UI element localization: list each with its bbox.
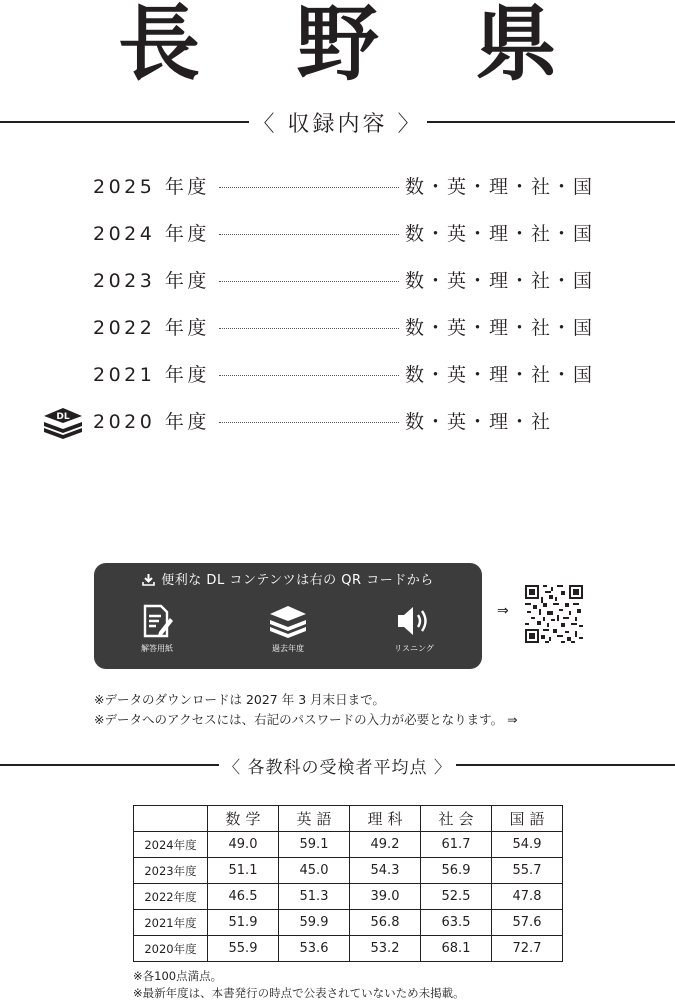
row-header: 2023年度: [134, 858, 208, 884]
leader-dots: [219, 422, 399, 423]
table-row: [134, 832, 563, 858]
column-header: 英語: [279, 806, 350, 832]
table-cell: 53.6: [279, 936, 350, 962]
column-header: 理科: [350, 806, 421, 832]
contents-subjects: 数・英・理・社・国: [405, 360, 593, 387]
column-header: 社会: [421, 806, 492, 832]
table-row: [134, 858, 563, 884]
contents-year: 2025 年度: [93, 172, 213, 199]
leader-dots: [219, 281, 399, 282]
table-cell: 51.3: [279, 884, 350, 910]
contents-subjects: 数・英・理・社・国: [405, 219, 593, 246]
heading-rule-right: [456, 764, 675, 766]
table-cell: 39.0: [350, 884, 421, 910]
table-cell: 68.1: [421, 936, 492, 962]
dl-badge-label: DL: [56, 412, 69, 422]
leader-dots: [219, 187, 399, 188]
leader-dots: [219, 375, 399, 376]
contents-row: [93, 405, 593, 435]
table-cell: 59.9: [279, 910, 350, 936]
contents-heading-text: 〈 収録内容 〉: [249, 107, 427, 138]
table-cell: 51.9: [208, 910, 279, 936]
heading-rule-left: [0, 121, 249, 123]
answer-sheet-icon: [139, 603, 175, 639]
table-cell: 55.7: [492, 858, 563, 884]
table-cell: 56.9: [421, 858, 492, 884]
dl-book-icon: [41, 404, 85, 440]
row-header: 2021年度: [134, 910, 208, 936]
table-row: [134, 936, 563, 962]
download-icon: [142, 573, 155, 586]
contents-year: 2024 年度: [93, 219, 213, 246]
dl-item-past-years: [243, 603, 333, 654]
dl-item-label: リスニング: [369, 643, 459, 654]
row-header: 2022年度: [134, 884, 208, 910]
contents-subjects: 数・英・理・社・国: [405, 172, 593, 199]
table-cell: 59.1: [279, 832, 350, 858]
book-stack-icon: [268, 603, 308, 639]
download-note: ※データのダウンロードは 2027 年 3 月末日まで。: [94, 690, 385, 708]
table-cell: 55.9: [208, 936, 279, 962]
contents-heading: [0, 106, 675, 138]
table-cell: 53.2: [350, 936, 421, 962]
table-cell: 52.5: [421, 884, 492, 910]
table-header-row: [134, 806, 563, 832]
contents-row: [93, 358, 593, 388]
table-corner-cell: [134, 806, 208, 832]
row-header: 2020年度: [134, 936, 208, 962]
average-scores-table: [133, 805, 563, 962]
table-cell: 45.0: [279, 858, 350, 884]
averages-heading-text: 〈 各教科の受検者平均点 〉: [219, 753, 456, 778]
contents-row: [93, 264, 593, 294]
dl-content-box: [94, 563, 482, 669]
contents-year: 2023 年度: [93, 266, 213, 293]
contents-row: [93, 311, 593, 341]
leader-dots: [219, 328, 399, 329]
footnote-full-marks: ※各100点満点。: [133, 968, 222, 984]
table-cell: 46.5: [208, 884, 279, 910]
table-cell: 56.8: [350, 910, 421, 936]
table-row: [134, 884, 563, 910]
dl-item-listening: [369, 603, 459, 654]
table-cell: 57.6: [492, 910, 563, 936]
table-cell: 63.5: [421, 910, 492, 936]
contents-year: 2020 年度: [93, 407, 213, 434]
table-cell: 51.1: [208, 858, 279, 884]
heading-rule-right: [427, 121, 675, 123]
contents-row: [93, 217, 593, 247]
contents-subjects: 数・英・理・社・国: [405, 266, 593, 293]
row-header: 2024年度: [134, 832, 208, 858]
page-title: 長 野 県: [0, 0, 675, 90]
dl-box-heading: [94, 569, 482, 588]
table-cell: 54.9: [492, 832, 563, 858]
contents-subjects: 数・英・理・社: [405, 407, 593, 434]
table-cell: 49.0: [208, 832, 279, 858]
averages-heading: [0, 752, 675, 778]
qr-arrow: ⇒: [497, 603, 509, 619]
contents-year: 2022 年度: [93, 313, 213, 340]
heading-rule-left: [0, 764, 219, 766]
table-cell: 49.2: [350, 832, 421, 858]
leader-dots: [219, 234, 399, 235]
table-row: [134, 910, 563, 936]
contents-row: [93, 170, 593, 200]
column-header: 国語: [492, 806, 563, 832]
contents-subjects: 数・英・理・社・国: [405, 313, 593, 340]
table-cell: 47.8: [492, 884, 563, 910]
table-cell: 61.7: [421, 832, 492, 858]
qr-code-icon[interactable]: [525, 585, 583, 643]
contents-year: 2021 年度: [93, 360, 213, 387]
dl-item-answer-sheet: [112, 603, 202, 654]
footnote-latest-year: ※最新年度は、本書発行の時点で公表されていないため未掲載。: [133, 985, 465, 1001]
table-cell: 54.3: [350, 858, 421, 884]
dl-item-label: 解答用紙: [112, 643, 202, 654]
speaker-icon: [394, 603, 434, 639]
table-cell: 72.7: [492, 936, 563, 962]
column-header: 数学: [208, 806, 279, 832]
password-note: ※データへのアクセスには、右記のパスワードの入力が必要となります。 ⇒: [94, 710, 518, 728]
dl-box-heading-text: 便利な DL コンテンツは右の QR コードから: [161, 573, 433, 588]
dl-item-label: 過去年度: [243, 643, 333, 654]
